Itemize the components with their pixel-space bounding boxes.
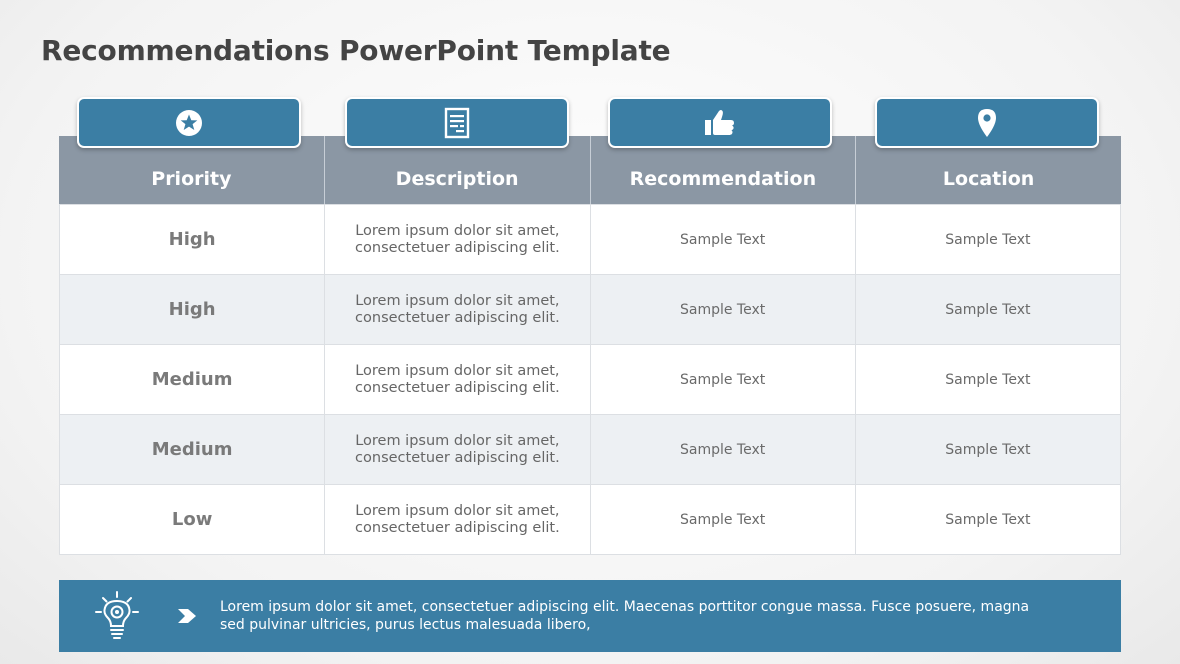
description-cell: [324, 415, 589, 484]
description-line: Lorem ipsum dolor sit amet,: [355, 222, 560, 239]
document-icon: [444, 107, 470, 139]
table-row: [59, 344, 1121, 414]
description-line: consectetuer adipiscing elit.: [355, 449, 560, 466]
priority-cell: High: [59, 205, 324, 274]
description-cell: [324, 345, 589, 414]
footer-banner: [59, 580, 1121, 652]
description-line: consectetuer adipiscing elit.: [355, 379, 560, 396]
description-cell: [324, 205, 589, 274]
location-cell: Sample Text: [855, 415, 1121, 484]
footer-line: Lorem ipsum dolor sit amet, consectetuer adipiscing elit. Maecenas porttitor congue massa. Fusce posuere, magna: [220, 599, 1030, 615]
recommendation-icon-tab: [608, 97, 832, 148]
recommendation-cell: Sample Text: [590, 415, 855, 484]
priority-cell: Low: [59, 485, 324, 554]
table-row: [59, 204, 1121, 274]
description-icon-tab: [345, 97, 569, 148]
priority-cell: Medium: [59, 415, 324, 484]
recommendation-cell: Sample Text: [590, 275, 855, 344]
table-row: [59, 414, 1121, 484]
footer-text: [220, 598, 1090, 634]
location-cell: Sample Text: [855, 345, 1121, 414]
recommendation-cell: Sample Text: [590, 205, 855, 274]
priority-cell: Medium: [59, 345, 324, 414]
location-cell: Sample Text: [855, 205, 1121, 274]
table-row: [59, 274, 1121, 344]
footer-line: sed pulvinar ultricies, purus lectus malesuada libero,: [220, 617, 591, 633]
description-cell: [324, 275, 589, 344]
thumbs-up-icon: [704, 108, 736, 138]
header-recommendation: Recommendation: [590, 136, 856, 204]
description-cell: [324, 485, 589, 554]
description-line: consectetuer adipiscing elit.: [355, 519, 560, 536]
description-line: Lorem ipsum dolor sit amet,: [355, 432, 560, 449]
star-icon: [174, 108, 204, 138]
location-cell: Sample Text: [855, 485, 1121, 554]
recommendations-table: [59, 136, 1121, 555]
header-priority: Priority: [151, 168, 232, 190]
description-line: Lorem ipsum dolor sit amet,: [355, 292, 560, 309]
description-line: consectetuer adipiscing elit.: [355, 239, 560, 256]
priority-cell: High: [59, 275, 324, 344]
chevron-right-icon: [175, 606, 199, 626]
lightbulb-icon: [93, 590, 141, 642]
location-cell: Sample Text: [855, 275, 1121, 344]
table-row: [59, 484, 1121, 555]
location-pin-icon: [976, 108, 998, 138]
recommendation-cell: Sample Text: [590, 485, 855, 554]
description-line: consectetuer adipiscing elit.: [355, 309, 560, 326]
page-title: Recommendations PowerPoint Template: [41, 34, 671, 67]
header-description: Description: [324, 136, 590, 204]
location-icon-tab: [875, 97, 1099, 148]
description-line: Lorem ipsum dolor sit amet,: [355, 502, 560, 519]
priority-icon-tab: [77, 97, 301, 148]
recommendation-cell: Sample Text: [590, 345, 855, 414]
description-line: Lorem ipsum dolor sit amet,: [355, 362, 560, 379]
header-location: Location: [855, 136, 1121, 204]
